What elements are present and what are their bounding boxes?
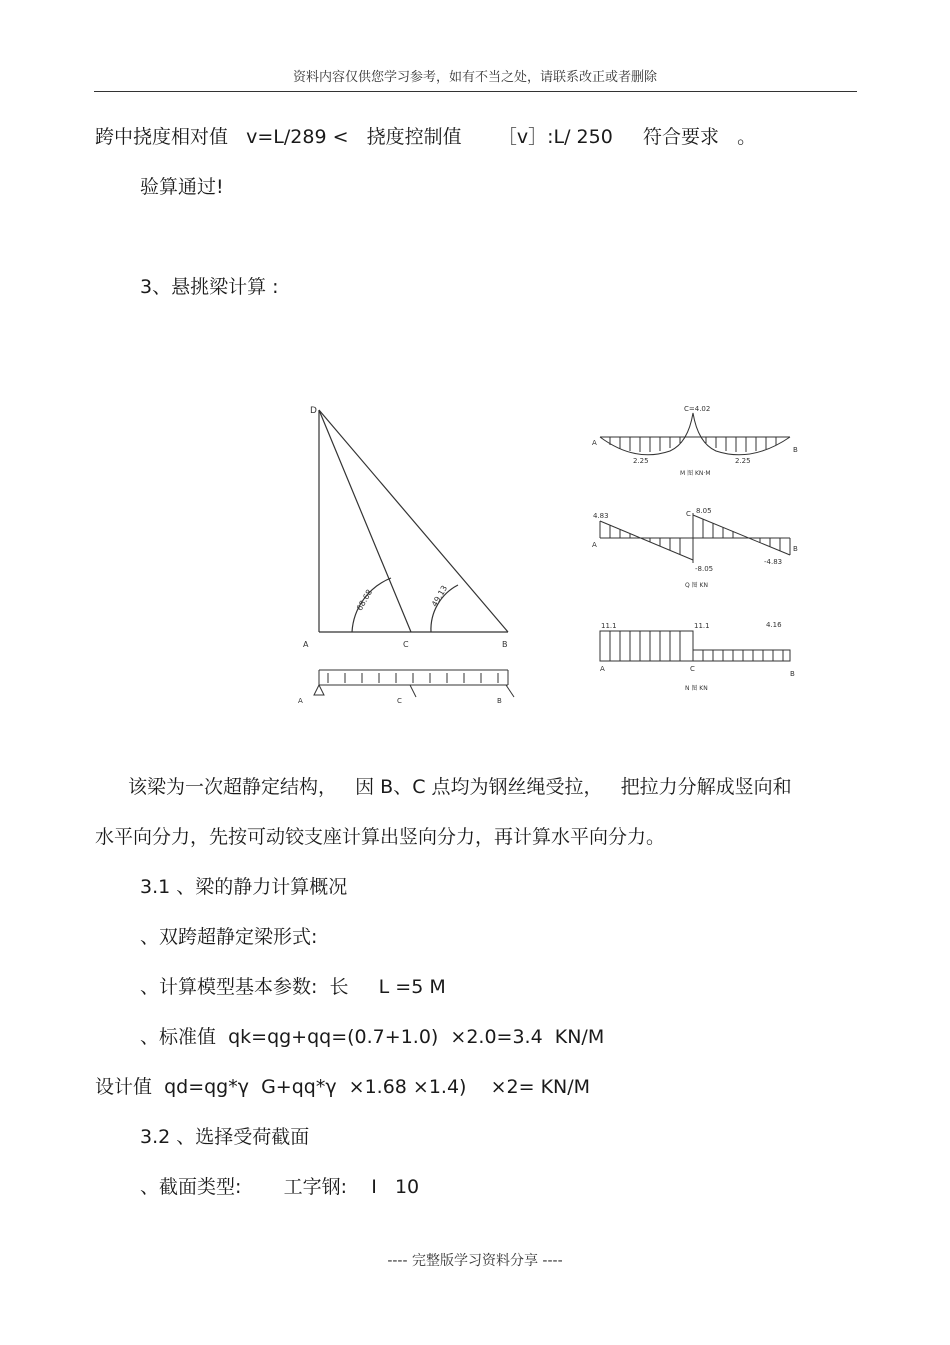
axial-value-3: 4.16 [766,621,782,629]
angle-2-label: 49.13 [429,583,450,609]
loaded-beam [314,670,514,697]
point-c-label: C [403,640,409,649]
shear-b-label: B [793,545,798,553]
axial-diagram [600,631,790,661]
shear-c-top: 8.05 [696,507,712,515]
beam-c-label: C [397,697,402,705]
shear-c-label: C [686,510,691,518]
moment-diagram [600,413,790,455]
moment-b-label: B [793,446,798,454]
axial-c-label: C [690,665,695,673]
point-a-label: A [303,640,309,649]
beam-a-label: A [298,697,303,705]
page-header: 资料内容仅供您学习参考，如有不当之处，请联系改正或者删除 [292,70,657,85]
cantilever-geometry [319,410,508,632]
axial-a-label: A [600,665,605,673]
deflection-line: 跨中挠度相对值 v=L/289 < 挠度控制值 ［v］:L/ 250 符合要求 。 [95,126,757,148]
paragraph-line-2: 水平向分力，先按可动铰支座计算出竖向分力，再计算水平向分力。 [95,826,666,848]
shear-left-top: 4.83 [593,512,609,520]
paragraph-line-1: 该梁为一次超静定结构， 因 B、C 点均为钢丝绳受拉， 把拉力分解成竖向和 [128,776,792,798]
design-value-line: 设计值 qd=qg*γ G+qq*γ ×1.68 ×1.4) ×2= KN/M [95,1076,591,1098]
beam-figure [290,395,820,715]
shear-diagram [600,513,790,563]
point-d-label: D [310,406,317,416]
standard-value-line: 、标准值 qk=qg+qq=(0.7+1.0) ×2.0=3.4 KN/M [140,1026,605,1048]
moment-right-value: 2.25 [735,457,751,465]
beam-form-line: 、双跨超静定梁形式: [140,926,318,948]
section-3-1-heading: 3.1 、梁的静力计算概况 [140,876,348,898]
section-3-heading: 3、悬挑梁计算 : [140,276,279,298]
axial-value-2: 11.1 [694,622,710,630]
section-3-2-heading: 3.2 、选择受荷截面 [140,1126,310,1148]
shear-caption: Q 图 KN [685,582,708,589]
model-params-line: 、计算模型基本参数: 长 L =5 M [140,976,446,998]
axial-b-label: B [790,670,795,678]
load-arrows [328,673,498,683]
moment-caption: M 图 KN·M [680,470,711,477]
angle-1-label: 68.68 [354,587,375,613]
shear-right-bottom: -4.83 [764,558,783,566]
check-passed-line: 验算通过! [140,176,224,198]
shear-c-bottom: -8.05 [695,565,714,573]
header-rule [94,91,857,92]
moment-c-label: C=4.02 [684,405,711,413]
axial-value-1: 11.1 [601,622,617,630]
beam-b-label: B [497,697,502,705]
moment-a-label: A [592,439,597,447]
page-footer: ---- 完整版学习资料分享 ---- [387,1253,563,1269]
moment-left-value: 2.25 [633,457,649,465]
section-type-line: 、截面类型: 工字钢: Ⅰ 10 [140,1176,420,1198]
shear-a-label: A [592,541,597,549]
axial-caption: N 图 KN [685,685,708,692]
point-b-label: B [502,640,508,649]
